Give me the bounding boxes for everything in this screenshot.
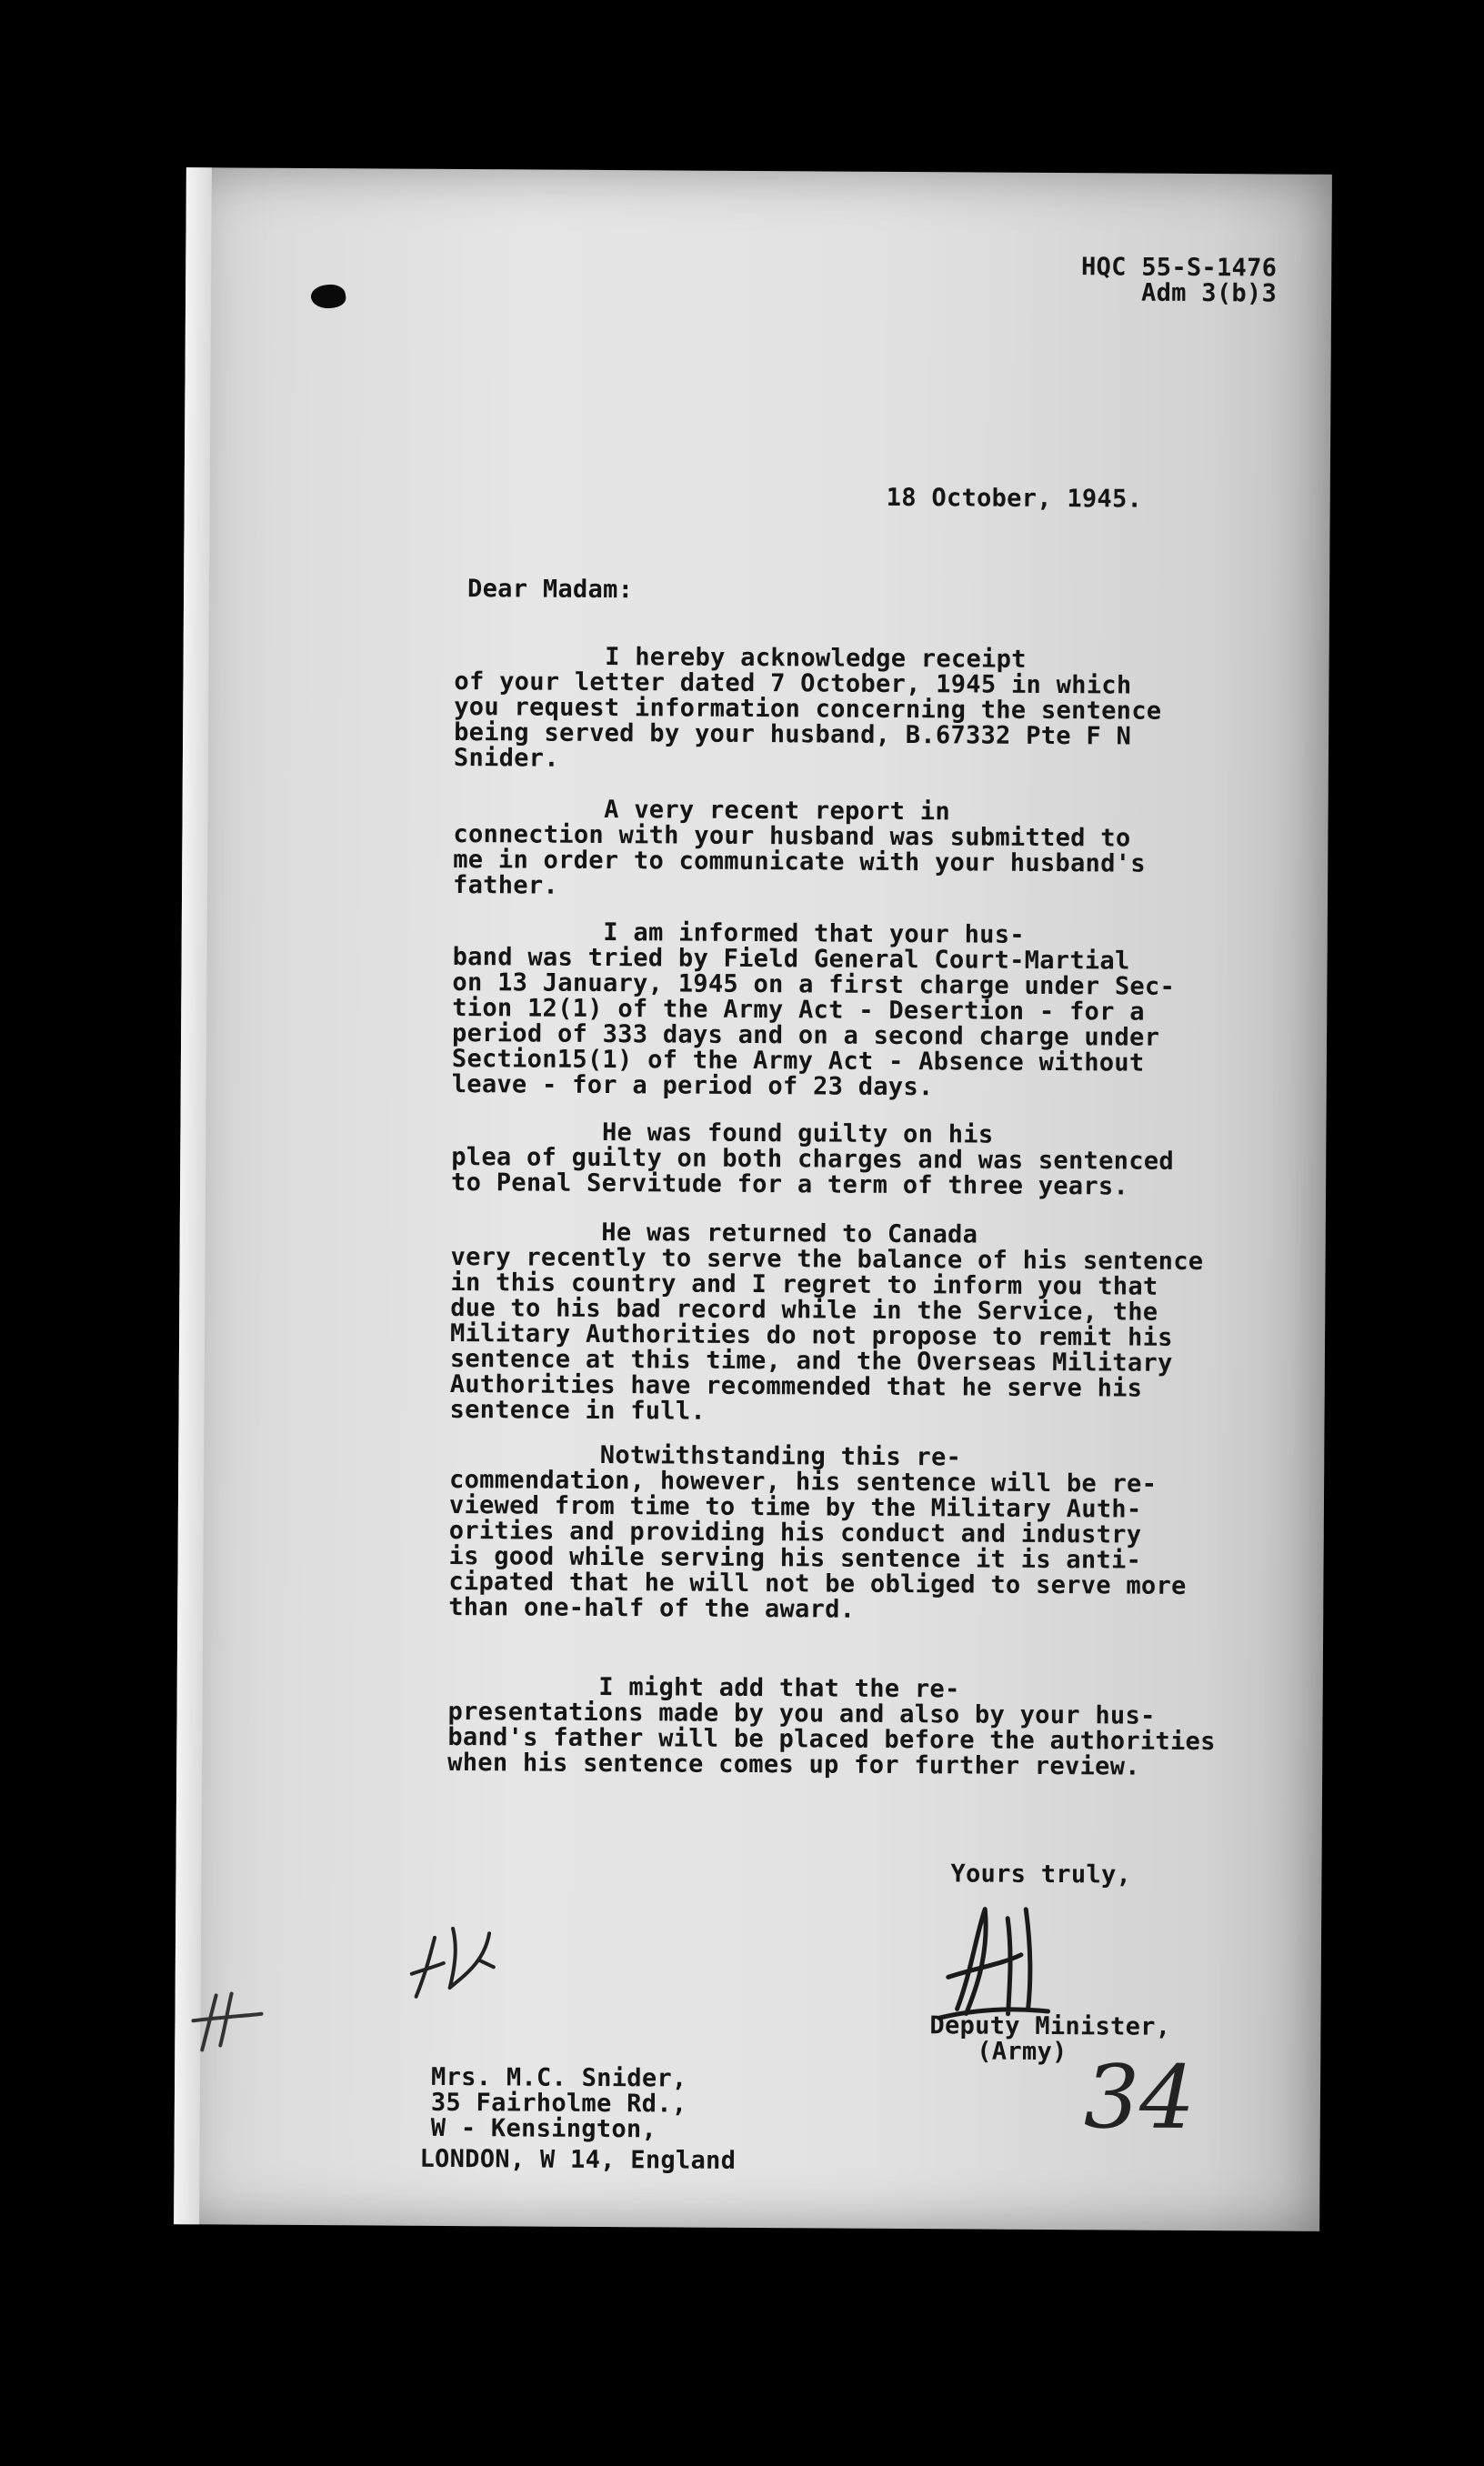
paragraph-4-line: to Penal Servitude for a term of three years. [451,1168,1129,1201]
paragraph-6-line: viewed from time to time by the Military Auth- [448,1490,1142,1524]
paragraph-6-line: is good while serving his sentence it is anti- [448,1541,1142,1575]
recipient-city: LONDON, W 14, England [419,2144,737,2175]
paragraph-6-line: orities and providing his conduct and industry [448,1516,1142,1549]
paragraph-5-line: Authorities have recommended that he serve his [449,1369,1143,1403]
paragraph-6-line: than one-half of the award. [448,1592,856,1624]
file-reference: HQC 55-S-1476 [1080,253,1278,283]
ink-blot [309,283,346,311]
paragraph-7-line: band's father will be placed before the authorities [447,1722,1216,1757]
paragraph-2-line: connection with your husband was submitted to [453,819,1131,853]
paragraph-3-line: tion 12(1) of the Army Act - Desertion - for a [452,993,1145,1027]
letter-date: 18 October, 1945. [886,483,1143,514]
paragraph-2-line: A very recent report in [453,794,951,827]
letter-page [174,167,1332,2231]
paragraph-5-line: sentence at this time, and the Overseas Military [449,1344,1173,1378]
paragraph-2-line: father. [453,870,559,900]
paragraph-7-line: when his sentence comes up for further review. [447,1748,1140,1781]
margin-mark [184,1986,266,2060]
recipient-street: 35 Fairholme Rd., [430,2088,687,2119]
page-edge [174,167,212,2224]
paragraph-3-line: period of 333 days and on a second charge under [452,1018,1160,1052]
paragraph-5-line: in this country and I regret to inform you that [450,1268,1158,1301]
paragraph-2-line: me in order to communicate with your husband's [453,845,1146,878]
paragraph-3-line: band was tried by Field General Court-Martial [452,942,1130,976]
paragraph-1-line: of your letter dated 7 October, 1945 in which [454,667,1132,700]
paragraph-5-line: He was returned to Canada [450,1217,978,1249]
recipient-name: Mrs. M.C. Snider, [431,2062,687,2093]
signatory-title: Deputy Minister, [929,2011,1171,2041]
paragraph-3-line: leave - for a period of 23 days. [451,1069,934,1102]
recipient-district: W - Kensington, [430,2113,657,2144]
paragraph-3-line: Section15(1) of the Army Act - Absence without [451,1044,1145,1078]
paragraph-1-line: I hereby acknowledge receipt [454,641,1027,674]
paragraph-4-line: plea of guilty on both charges and was sentenced [451,1142,1175,1176]
paragraph-5-line: Military Authorities do not propose to remit his [449,1318,1173,1352]
paragraph-5-line: very recently to serve the balance of his sentence [450,1242,1204,1277]
paragraph-1-line: Snider. [453,743,559,773]
adm-reference: Adm 3(b)3 [1141,278,1278,308]
paragraph-4-line: He was found guilty on his [451,1117,994,1149]
paragraph-6-line: commendation, however, his sentence will be re- [449,1465,1158,1499]
paragraph-1-line: being served by your husband, B.67332 Pte F N [454,717,1132,751]
paragraph-6-line: Notwithstanding this re- [449,1439,962,1472]
salutation: Dear Madam: [467,575,634,605]
handwritten-page-number: 34 [1083,2046,1196,2149]
paragraph-6-line: cipated that he will not be obliged to serve more [448,1567,1187,1600]
paragraph-7-line: I might add that the re- [447,1671,960,1704]
paragraph-5-line: sentence in full. [449,1395,707,1426]
paragraph-7-line: presentations made by you and also by your hus- [447,1697,1156,1730]
paragraph-3-line: I am informed that your hus- [452,917,1025,949]
paragraph-3-line: on 13 January, 1945 on a first charge under Sec- [452,967,1176,1001]
paragraph-5-line: due to his bad record while in the Service, the [450,1293,1158,1327]
handwritten-initials [403,1910,513,2011]
paragraph-1-line: you request information concerning the sentence [454,692,1162,726]
signatory-branch: (Army) [977,2037,1068,2067]
closing: Yours truly, [950,1860,1132,1890]
